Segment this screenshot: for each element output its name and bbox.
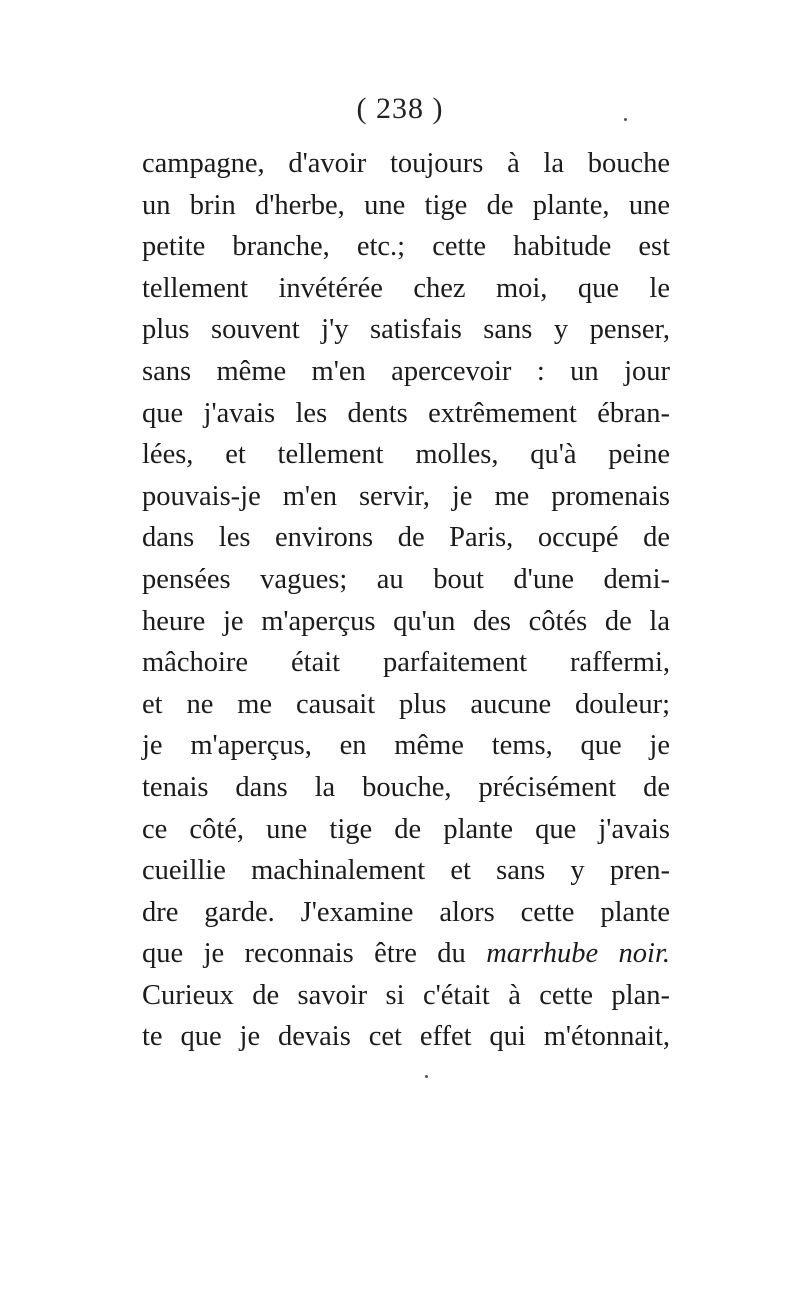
text-line: je m'aperçus, en même tems, que je <box>142 730 670 762</box>
text-line: un brin d'herbe, une tige de plante, une <box>142 189 670 221</box>
text-line: plus souvent j'y satisfais sans y penser, <box>142 314 670 346</box>
text-line <box>142 933 670 975</box>
paper-speck <box>425 1075 428 1078</box>
paper-speck <box>624 118 627 121</box>
text-line: cueillie machinalement et sans y pren- <box>142 855 670 887</box>
text-line: mâchoire était parfaitement raffermi, <box>142 647 670 679</box>
text-line-roman: que je reconnais être du <box>142 938 487 970</box>
text-line: dre garde. J'examine alors cette plante <box>142 896 670 928</box>
text-line: campagne, d'avoir toujours à la bouche <box>142 148 670 179</box>
text-line: sans même m'en apercevoir : un jour <box>142 355 670 387</box>
text-line: ce côté, une tige de plante que j'avais <box>142 813 670 845</box>
text-line: pouvais-je m'en servir, je me promenais <box>142 480 670 512</box>
text-line: Curieux de savoir si c'était à cette plan- <box>142 979 670 1011</box>
body-text <box>142 143 670 1058</box>
text-line: que j'avais les dents extrêmement ébran- <box>142 397 670 429</box>
text-line: dans les environs de Paris, occupé de <box>142 522 670 554</box>
text-line: petite branche, etc.; cette habitude est <box>142 231 670 263</box>
text-line: tellement invétérée chez moi, que le <box>142 272 670 304</box>
text-line: te que je devais cet effet qui m'étonnait, <box>142 1021 670 1053</box>
text-line: lées, et tellement molles, qu'à peine <box>142 439 670 471</box>
page-number: ( 238 ) <box>356 92 444 125</box>
plant-name-italic: marrhube noir. <box>486 938 671 970</box>
text-line: et ne me causait plus aucune douleur; <box>142 688 670 720</box>
text-line: tenais dans la bouche, précisément de <box>142 771 670 803</box>
text-line: heure je m'aperçus qu'un des côtés de la <box>142 605 670 637</box>
text-line: pensées vagues; au bout d'une demi- <box>142 563 670 595</box>
